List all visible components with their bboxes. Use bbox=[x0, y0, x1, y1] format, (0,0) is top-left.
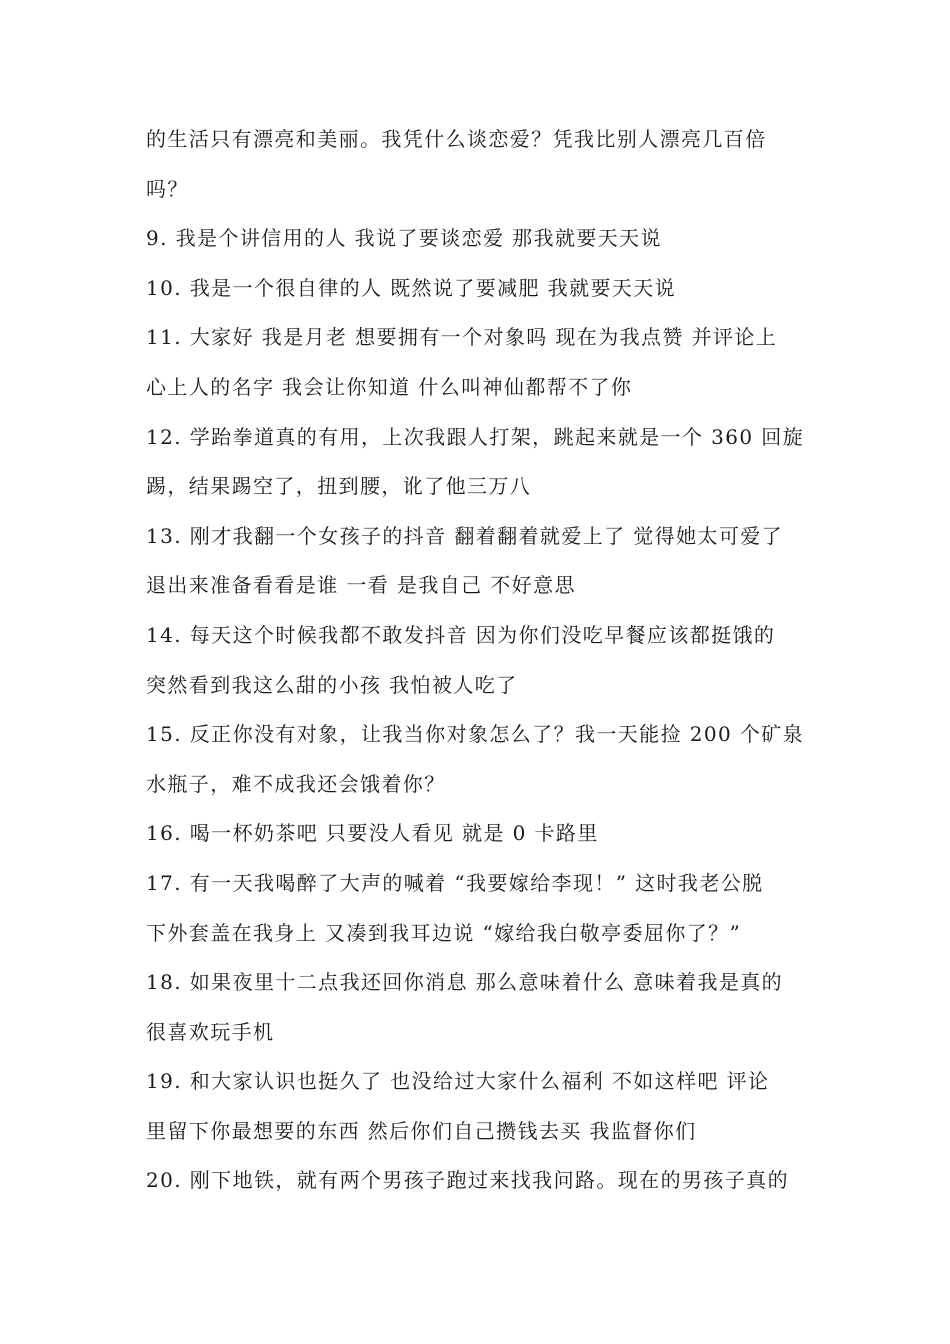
text-line: 20. 刚下地铁，就有两个男孩子跑过来找我问路。现在的男孩子真的 bbox=[146, 1168, 789, 1193]
text-line: 里留下你最想要的东西 然后你们自己攒钱去买 我监督你们 bbox=[146, 1118, 697, 1143]
text-line: 12. 学跆拳道真的有用，上次我跟人打架，跳起来就是一个 360 回旋 bbox=[146, 424, 805, 449]
text-line: 9. 我是个讲信用的人 我说了要谈恋爱 那我就要天天说 bbox=[146, 226, 662, 251]
text-line: 15. 反正你没有对象，让我当你对象怎么了？我一天能捡 200 个矿泉 bbox=[146, 722, 805, 747]
text-line: 心上人的名字 我会让你知道 什么叫神仙都帮不了你 bbox=[146, 374, 633, 399]
text-line: 吗？ bbox=[146, 176, 189, 201]
text-line: 退出来准备看看是谁 一看 是我自己 不好意思 bbox=[146, 573, 576, 598]
document-body bbox=[146, 115, 816, 1206]
text-line: 17. 有一天我喝醉了大声的喊着 “我要嫁给李现！” 这时我老公脱 bbox=[146, 870, 764, 895]
text-line: 18. 如果夜里十二点我还回你消息 那么意味着什么 意味着我是真的 bbox=[146, 970, 784, 995]
text-line: 踢，结果踢空了，扭到腰，讹了他三万八 bbox=[146, 474, 532, 499]
text-line: 14. 每天这个时候我都不敢发抖音 因为你们没吃早餐应该都挺饿的 bbox=[146, 622, 776, 647]
text-line: 19. 和大家认识也挺久了 也没给过大家什么福利 不如这样吧 评论 bbox=[146, 1069, 770, 1094]
text-line: 下外套盖在我身上 又凑到我耳边说 “嫁给我白敬亭委屈你了？” bbox=[146, 920, 742, 945]
text-line: 突然看到我这么甜的小孩 我怕被人吃了 bbox=[146, 672, 518, 697]
text-line: 10. 我是一个很自律的人 既然说了要减肥 我就要天天说 bbox=[146, 275, 677, 300]
text-line: 很喜欢玩手机 bbox=[146, 1019, 275, 1044]
text-line: 的生活只有漂亮和美丽。我凭什么谈恋爱？凭我比别人漂亮几百倍 bbox=[146, 127, 767, 151]
text-line: 13. 刚才我翻一个女孩子的抖音 翻着翻着就爱上了 觉得她太可爱了 bbox=[146, 523, 784, 548]
text-line: 16. 喝一杯奶茶吧 只要没人看见 就是 0 卡路里 bbox=[146, 821, 599, 846]
text-line: 水瓶子，难不成我还会饿着你？ bbox=[146, 771, 446, 796]
text-line: 11. 大家好 我是月老 想要拥有一个对象吗 现在为我点赞 并评论上 bbox=[146, 325, 778, 350]
